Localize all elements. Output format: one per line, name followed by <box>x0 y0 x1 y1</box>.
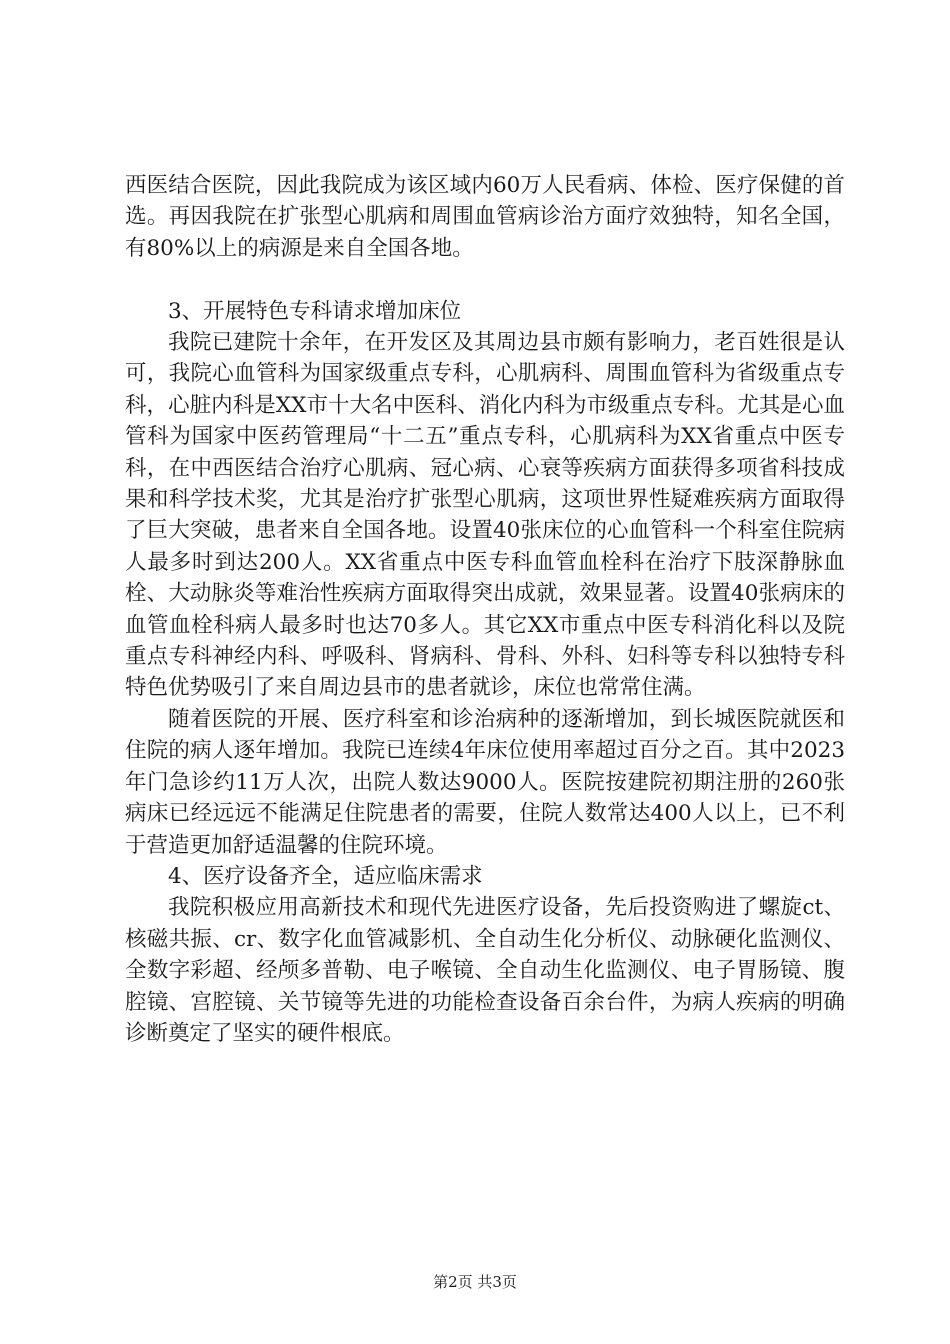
paragraph-medical-equipment: 我院积极应用高新技术和现代先进医疗设备，先后投资购进了螺旋ct、核磁共振、cr、数字化血管减影机、全自动生化分析仪、动脉硬化监测仪、全数字彩超、经颅多普勒、电子喉镜、全自动生化监测仪、电子胃肠镜、腹腔镜、宫腔镜、关节镜等先进的功能检查设备百余台件，为病人疾病的明确诊断奠定了坚实的硬件根底。 <box>125 895 845 1046</box>
page-footer: 第2页 共3页 <box>433 1273 517 1291</box>
section-heading-3: 3、开展特色专科请求增加床位 <box>168 298 462 324</box>
document-body <box>125 170 845 1049</box>
section-heading-4: 4、医疗设备齐全，适应临床需求 <box>168 863 483 889</box>
paragraph-specialty-departments: 我院已建院十余年，在开发区及其周边县市颇有影响力，老百姓很是认可，我院心血管科为国家级重点专科，心肌病科、周围血管科为省级重点专科，心脏内科是XX市十大名中医科、消化内科为市级重点专科。尤其是心血管科为国家中医药管理局“十二五”重点专科，心肌病科为XX省重点中医专科，在中西医结合治疗心肌病、冠心病、心衰等疾病方面获得多项省科技成果和科学技术奖，尤其是治疗扩张型心肌病，这项世界性疑难疾病方面取得了巨大突破，患者来自全国各地。设置40张床位的心血管科一个科室住院病人最多时到达200人。XX省重点中医专科血管血栓科在治疗下肢深静脉血栓、大动脉炎等难治性疾病方面取得突出成就，效果显著。设置40张病床的血管血栓科病人最多时也达70多人。其它XX市重点中医专科消化科以及院重点专科神经内科、呼吸科、肾病科、骨科、外科、妇科等专科以独特专科特色优势吸引了来自周边县市的患者就诊，床位也常常住满。 <box>125 330 845 701</box>
paragraph-continuation: 西医结合医院，因此我院成为该区域内60万人民看病、体检、医疗保健的首选。再因我院在扩张型心肌病和周围血管病诊治方面疗效独特，知名全国，有80%以上的病源是来自全国各地。 <box>125 173 845 261</box>
paragraph-patient-growth: 随着医院的开展、医疗科室和诊治病种的逐渐增加，到长城医院就医和住院的病人逐年增加。我院已连续4年床位使用率超过百分之百。其中2023年门急诊约11万人次，出院人数达9000人。医院按建院初期注册的260张病床已经远远不能满足住院患者的需要，住院人数常达400人以上，已不利于营造更加舒适温馨的住院环境。 <box>125 706 845 858</box>
